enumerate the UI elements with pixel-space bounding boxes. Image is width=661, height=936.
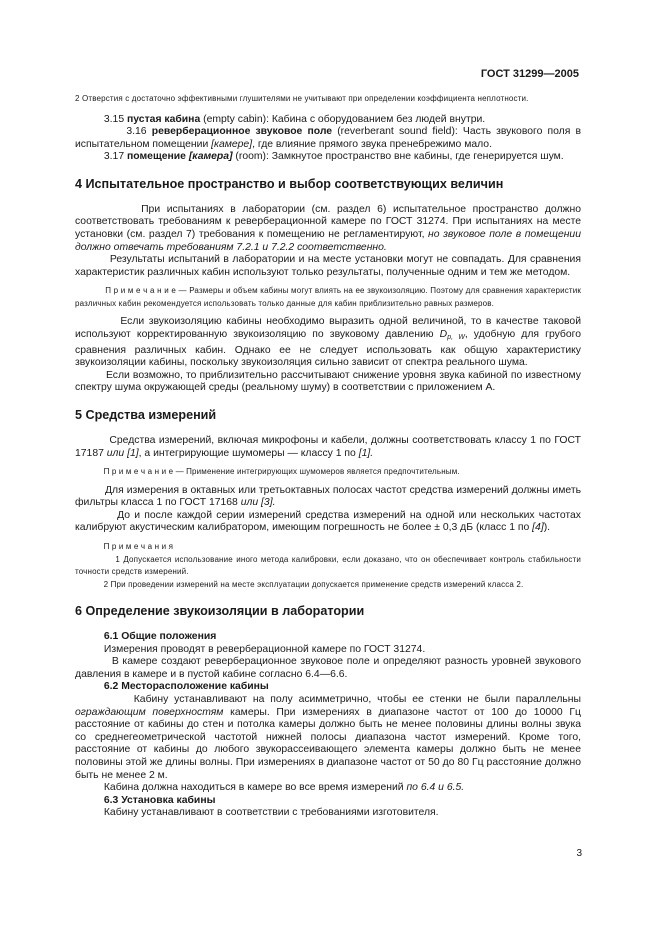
text: камеры. При измерениях в диапазоне частот от 100 до 10000 Гц расстояние от кабины до стен и потолка камеры должно быть не менее половины длины волны звука со среднегеометрической частотой нижней полосы диапазона частот измерений. Кроме того, расстояние от кабины до любого звукорассеивающего элемента камеры должно быть не менее половины этой же длины волны. При измерениях в диапазоне частот от 50 до 80 Гц расстояние должно быть не менее 2 м.: [75, 706, 581, 781]
def-term: помещение: [127, 151, 186, 163]
page-content: [75, 93, 581, 820]
text: При испытаниях в лаборатории (см. раздел 6) испытательное пространство должно соответствовать требованиям к реверберационной камере по ГОСТ 31274. При испытаниях на месте установки (см. раздел 7) требования к помещению не регламентируют,: [75, 203, 582, 241]
section-6-1-paragraph-2: [75, 656, 581, 681]
section-4-paragraph-4: [75, 370, 581, 395]
note-2: [75, 579, 581, 592]
section-4-note: [75, 285, 581, 310]
note-text: 2 При проведении измерений на месте эксплуатации допускается применение средств измерений класса 2.: [103, 579, 524, 589]
section-6-2-paragraph-1: [75, 694, 581, 782]
def-text: (reverberant sound field): Часть звукового поля в испытательном помещении: [75, 126, 581, 150]
italic-text: по 6.4 и 6.5.: [406, 782, 465, 794]
note-top: 2 Отверстия с достаточно эффективными глушителями не учитывают при определении коэффициента неплотности.: [75, 94, 529, 103]
note-1: [75, 554, 581, 579]
subsection-6-3-heading: [75, 795, 581, 808]
italic-text: [4]: [532, 522, 544, 534]
standard-header: ГОСТ 31299—2005: [480, 68, 579, 80]
text: В камере создают реверберационное звуковое поле и определяют разность уровней звукового давления в камере и в пустой кабине согласно 6.4—6.6.: [75, 656, 582, 680]
def-text: , где влияние прямого звука пренебрежимо мало.: [252, 138, 492, 150]
section-6-1-paragraph-1: [75, 644, 581, 657]
section-5-notes: [75, 541, 581, 591]
text: Измерения проводят в реверберационной камере по ГОСТ 31274.: [103, 643, 426, 655]
section-4-paragraph-1: [75, 204, 581, 254]
def-term: реверберационное звуковое поле: [151, 126, 333, 138]
text: Если возможно, то приблизительно рассчитывают снижение уровня звука кабиной по известному спектру шума окружающей среды (реальному шуму) в соответствии с приложением А.: [75, 369, 581, 394]
text: Кабина должна находиться в камере во все время измерений: [103, 782, 407, 794]
def-num: 3.16: [126, 126, 147, 138]
notes-label-text: П р и м е ч а н и я: [103, 542, 174, 552]
text: , а интегрирующие шумомеры — классу 1 по: [138, 447, 359, 459]
section-6-3-paragraph-1: [75, 807, 581, 820]
definition-3-15: [75, 114, 581, 127]
text: Результаты испытаний в лаборатории и на месте установки могут не совпадать. Для сравнения характеристик различных кабин используют только результаты, полученные одним и тем же методом.: [75, 254, 581, 278]
def-text: (room): Замкнутое пространство вне кабины, где генерируется шум.: [232, 151, 564, 163]
text: , удобную для грубого сравнения различных кабин. Однако ее не следует использовать как общую характеристику звукоизоляции кабины, поскольку звукоизоляция сильно зависит от спектра реального шума.: [75, 329, 581, 369]
symbol: D: [439, 329, 448, 341]
note-text: — Размеры и объем кабины могут влиять на ее звукоизоляцию. Поэтому для сравнения характеристик различных кабин рекомендуется использовать только данные для кабин приблизительно равных размеров.: [75, 286, 582, 308]
italic-text: но звуковое поле в помещении должно отвечать требованиям 7.2.1 и 7.2.2 соответственно.: [75, 229, 581, 253]
italic-text: [1].: [358, 447, 374, 459]
note-text: — Применение интегрирующих шумомеров является предпочтительным.: [173, 467, 460, 477]
section-4-paragraph-2: [75, 254, 581, 279]
text: ).: [543, 522, 551, 534]
section-4-paragraph-3: [75, 316, 581, 369]
note-label: П р и м е ч а н и е: [105, 286, 176, 296]
italic-text: или [1]: [106, 447, 139, 459]
page-number: 3: [576, 848, 582, 859]
note-label: П р и м е ч а н и е: [103, 467, 174, 477]
def-text: (empty cabin): Кабина с оборудованием без людей внутри.: [200, 113, 486, 125]
def-term-italic: [камера]: [185, 151, 233, 163]
text: Если звукоизоляцию кабины необходимо выразить одной величиной, то в качестве таковой используют корректированную звукоизоляцию по звуковому давлению: [75, 316, 581, 341]
def-term: пустая кабина: [127, 113, 201, 125]
text: Для измерения в октавных или третьоктавных полосах частот средства измерений должны иметь фильтры класса 1 по ГОСТ 17168: [75, 484, 581, 509]
definition-3-17: [75, 151, 581, 164]
text: Кабину устанавливают в соответствии с требованиями изготовителя.: [103, 807, 439, 819]
heading-text: 6.3 Установка кабины: [103, 794, 216, 806]
def-italic: [камере]: [211, 138, 253, 150]
note-text: 1 Допускается использование иного метода калибровки, если доказано, что он обеспечивает контроль стабильности точности средств измерений.: [75, 554, 581, 577]
heading-text: 6.2 Месторасположение кабины: [103, 681, 269, 693]
subsection-6-2-heading: [75, 681, 581, 694]
text: Средства измерений, включая микрофоны и кабели, должны соответствовать классу 1 по ГОСТ 17187: [75, 435, 581, 459]
section-5-paragraph-1: [75, 435, 581, 460]
notes-label: [75, 541, 581, 554]
symbol-subscript: p, W: [447, 334, 465, 342]
section-5-paragraph-3: [75, 510, 581, 535]
subsection-6-1-heading: [75, 631, 581, 644]
section-6-2-paragraph-2: [75, 782, 581, 795]
section-5-heading: 5 Средства измерений: [75, 408, 217, 422]
section-5-paragraph-2: [75, 485, 581, 510]
section-6-heading: 6 Определение звукоизоляции в лаборатории: [75, 604, 365, 619]
italic-text: или [3].: [240, 497, 276, 509]
def-num: 3.15: [103, 113, 125, 125]
heading-text: 6.1 Общие положения: [103, 631, 217, 643]
def-num: 3.17: [103, 151, 125, 163]
text: До и после каждой серии измерений средства измерений на одной или нескольких частотах калибруют акустическим калибратором, имеющим погрешность не более ± 0,3 дБ (класс 1 по: [75, 509, 581, 534]
definition-3-16: [75, 126, 581, 151]
section-4-heading: 4 Испытательное пространство и выбор соответствующих величин: [75, 176, 504, 191]
italic-text: ограждающим поверхностям: [75, 706, 224, 718]
section-5-note: [75, 466, 581, 479]
text: Кабину устанавливают на полу асимметрично, чтобы ее стенки не были параллельны: [133, 694, 582, 706]
